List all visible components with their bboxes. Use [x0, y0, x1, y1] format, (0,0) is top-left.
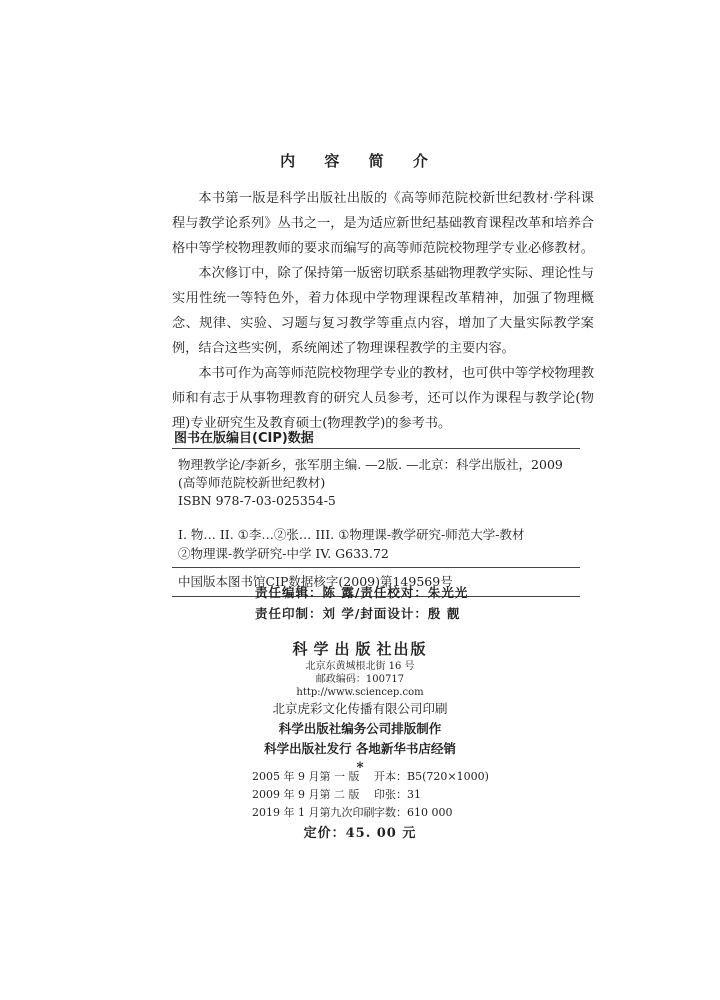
staff-line: 责任印制：刘 学/封面设计：殷 靓: [255, 606, 461, 621]
separator-star: *: [356, 760, 364, 776]
page-title: 内 容 简 介: [280, 152, 440, 170]
publisher-address: 北京东黄城根北街 16 号: [305, 661, 415, 672]
cip-heading: 图书在版编目(CIP)数据: [174, 431, 314, 446]
distribution-line: 科学出版社发行 各地新华书店经销: [264, 741, 456, 756]
publisher-website: http://www.sciencep.com: [296, 687, 424, 698]
edition-date: 2019 年 1 月第九次印刷: [252, 806, 375, 819]
staff-line: 责任编辑：陈 露/责任校对：朱光光: [255, 585, 469, 600]
edition-spec: 字数：610 000: [374, 806, 453, 819]
cip-section: [172, 430, 580, 597]
intro-section: [172, 186, 594, 436]
price-label: 定价：45. 00 元: [303, 826, 417, 841]
typesetter-line: 科学出版社编务公司排版制作: [278, 721, 442, 736]
edition-date: 2009 年 9 月第 二 版: [252, 788, 360, 801]
edition-row: [252, 786, 489, 804]
cip-classification-line: ②物理课-教学研究-中学 IV. G633.72: [178, 546, 389, 561]
intro-paragraph: 本次修订中，除了保持第一版密切联系基础物理教学实际、理论性与实用性统一等特色外，着力体现中学物理课程改革精神，加强了物理概念、规律、实验、习题与复习教学等重点内容，增加了大量实际教学案例，结合这些实例，系统阐述了物理课程教学的主要内容。: [172, 266, 595, 356]
edition-info: [252, 768, 489, 822]
edition-spec: 开本：B5(720×1000): [374, 770, 489, 783]
cip-classification-line: I. 物… II. ①李…②张… III. ①物理课-教学研究-师范大学-教材: [178, 527, 525, 542]
printer-line: 北京虎彩文化传播有限公司印刷: [272, 701, 448, 716]
edition-date: 2005 年 9 月第 一 版: [252, 770, 360, 783]
publisher-postcode: 邮政编码：100717: [315, 674, 405, 685]
publisher-name-suffix: 社出版: [376, 640, 428, 658]
publisher-name: [0, 638, 720, 660]
edition-row: [252, 804, 489, 822]
intro-paragraph: 本书第一版是科学出版社出版的《高等师范院校新世纪教材·学科课程与教学论系列》丛书之一，是为适应新世纪基础教育课程改革和培养合格中等学校物理教师的要求而编写的高等师范院校物理学专业必修教材。: [172, 191, 594, 256]
cip-number: 中国版本图书馆CIP数据核字(2009)第149569号: [178, 574, 453, 589]
cip-record-line: 物理教学论/李新乡，张军朋主编. —2版. —北京：科学出版社，2009: [178, 457, 563, 472]
cip-record: [172, 449, 580, 515]
staff-credits: [255, 582, 468, 624]
edition-spec: 印张：31: [374, 788, 421, 801]
cip-classification: [172, 515, 580, 567]
publisher-logo-text: 科学出版: [292, 640, 377, 658]
intro-paragraph: 本书可作为高等师范院校物理学专业的教材，也可供中等学校物理教师和有志于从事物理教育的研究人员参考，还可以作为课程与教学论(物理)专业研究生及教育硕士(物理教学)的参考书。: [172, 366, 595, 431]
publisher-block: [0, 638, 720, 775]
cip-record-line: ISBN 978-7-03-025354-5: [178, 493, 336, 508]
edition-row: [252, 768, 489, 786]
cip-record-line: (高等师范院校新世纪教材): [178, 475, 326, 490]
